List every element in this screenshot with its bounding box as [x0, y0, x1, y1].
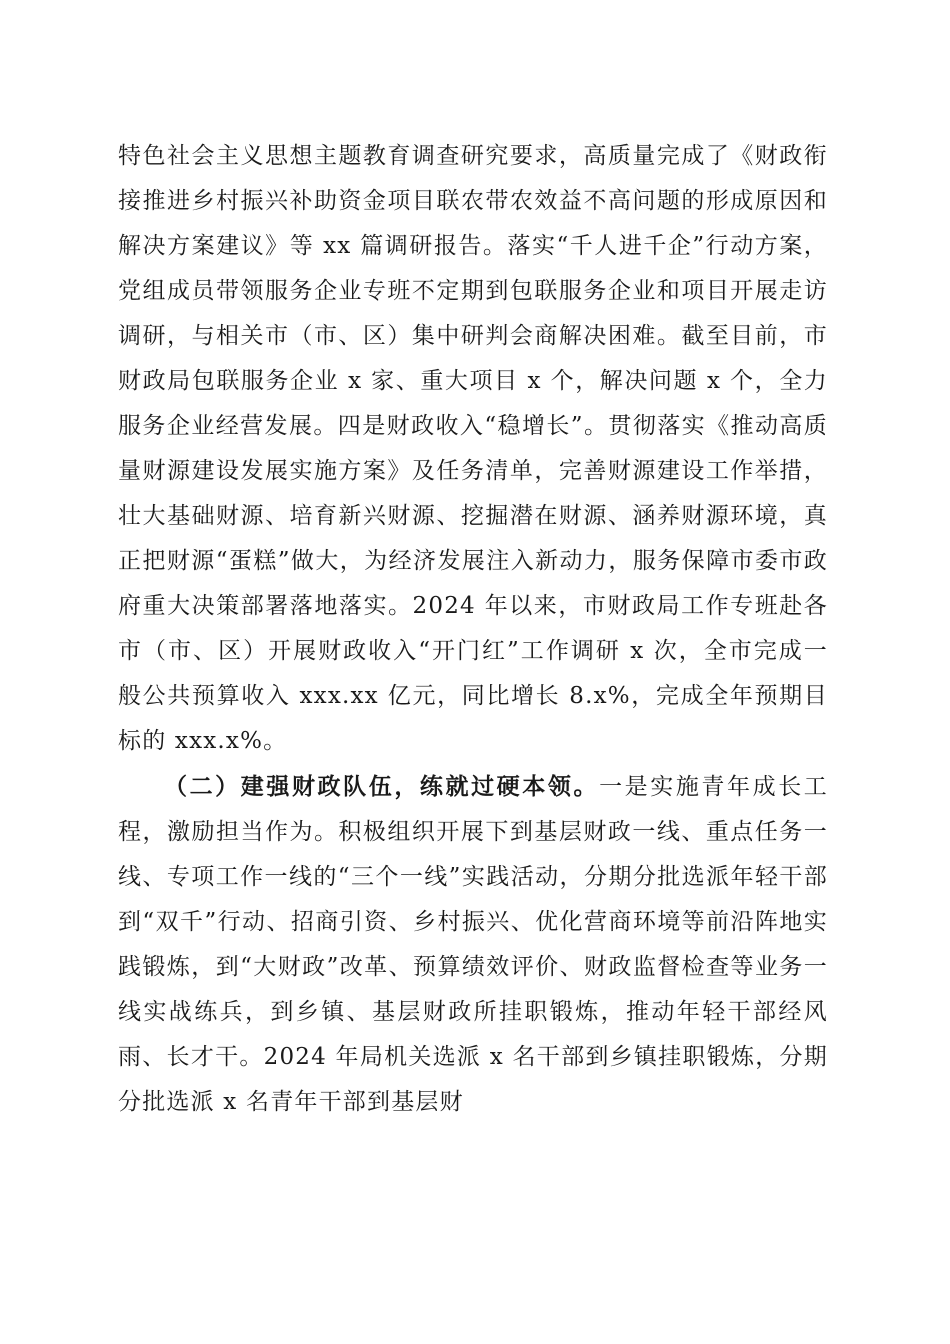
- paragraph-text: 特色社会主义思想主题教育调查研究要求，高质量完成了《财政衔接推进乡村振兴补助资金项目联农带农效益不高问题的形成原因和解决方案建议》等 xx 篇调研报告。落实“千人进千企”行动方案，党组成员带领服务企业专班不定期到包联服务企业和项目开展走访调研，与相关市（市、区）集中研判会商解决困难。截至目前，市财政局包联服务企业 x 家、重大项目 x 个，解决问题 x 个，全力服务企业经营发展。四是财政收入“稳增长”。贯彻落实《推动高质量财源建设发展实施方案》及任务清单，完善财源建设工作举措，壮大基础财源、培育新兴财源、挖掘潜在财源、涵养财源环境，真正把财源“蛋糕”做大，为经济发展注入新动力，服务保障市委市政府重大决策部署落地落实。2024 年以来，市财政局工作专班赴各市（市、区）开展财政收入“开门红”工作调研 x 次，全市完成一般公共预算收入 xxx.xx 亿元，同比增长 8.x%，完成全年预期目标的 xxx.x%。: [118, 143, 828, 754]
- paragraph-text: 一是实施青年成长工程，激励担当作为。积极组织开展下到基层财政一线、重点任务一线、专项工作一线的“三个一线”实践活动，分期分批选派年轻干部到“双千”行动、招商引资、乡村振兴、优化营商环境等前沿阵地实践锻炼，到“大财政”改革、预算绩效评价、财政监督检查等业务一线实战练兵，到乡镇、基层财政所挂职锻炼，推动年轻干部经风雨、长才干。2024 年局机关选派 x 名干部到乡镇挂职锻炼，分期分批选派 x 名青年干部到基层财: [118, 774, 828, 1115]
- paragraph-section-two: [118, 764, 828, 1125]
- section-heading: （二）建强财政队伍，练就过硬本领。: [164, 773, 600, 800]
- document-body: [118, 134, 828, 1125]
- paragraph-continuation: [118, 134, 828, 764]
